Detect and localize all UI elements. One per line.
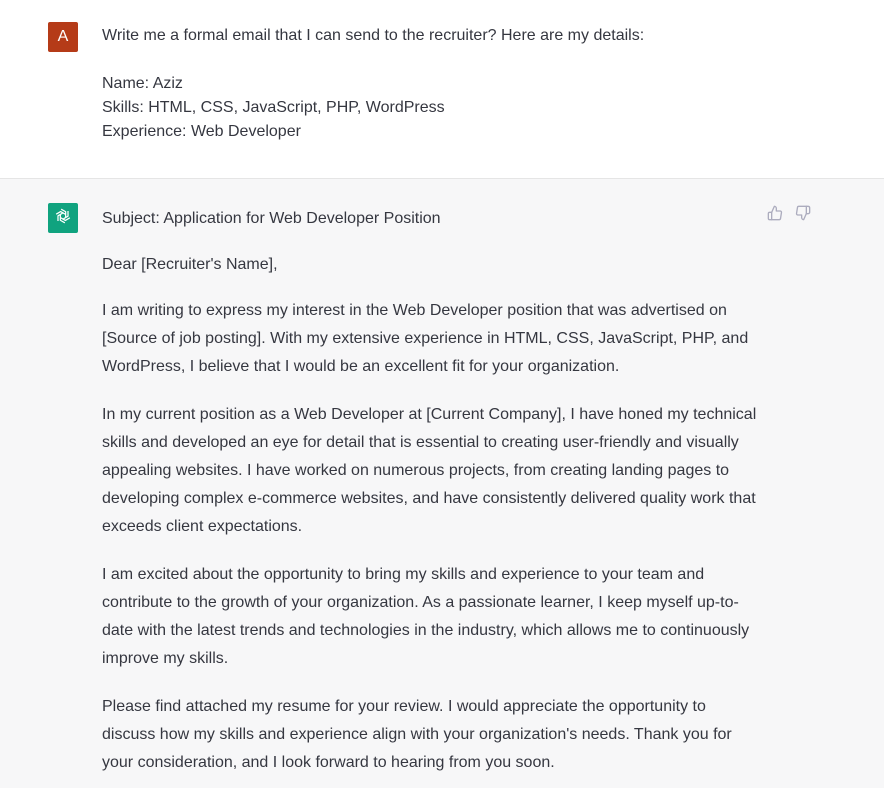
email-paragraph: I am excited about the opportunity to bring my skills and experience to your team and contribute to the growth of your organization. As a passionate learner, I keep myself up-to-date with the latest trends and technologies in the industry, which allows me to continuously improve my skills.: [102, 566, 750, 667]
user-avatar: [48, 22, 78, 52]
thumbs-down-icon: [795, 205, 811, 226]
blank-line: [102, 48, 802, 72]
email-paragraph: I am writing to express my interest in the Web Developer position that was advertised on [Source of job posting]. With my extensive experience in HTML, CSS, JavaScript, PHP, and WordPress, I believe that I would be an excellent fit for your organization.: [102, 302, 749, 375]
email-greeting: Dear [Recruiter's Name],: [102, 256, 278, 273]
user-message-line: Name: Aziz: [102, 75, 183, 92]
user-message-text: [102, 24, 802, 144]
assistant-avatar: [48, 203, 78, 233]
email-paragraph: Please find attached my resume for your review. I would appreciate the opportunity to discuss how my skills and experience align with your organization's needs. Thank you for your consideration, and I look forward to hearing from you soon.: [102, 698, 732, 771]
thumbs-down-button[interactable]: [793, 205, 813, 225]
user-message: [0, 0, 884, 179]
thumbs-up-button[interactable]: [765, 205, 785, 225]
user-message-line: Skills: HTML, CSS, JavaScript, PHP, WordPress: [102, 99, 445, 116]
assistant-reply: [102, 205, 762, 797]
user-message-line: Write me a formal email that I can send to the recruiter? Here are my details:: [102, 27, 645, 44]
user-avatar-letter: A: [57, 28, 69, 45]
email-subject: Subject: Application for Web Developer Position: [102, 210, 441, 227]
user-message-line: Experience: Web Developer: [102, 123, 301, 140]
openai-logo-icon: [53, 206, 73, 231]
email-paragraph: In my current position as a Web Developer at [Current Company], I have honed my technical skills and developed an eye for detail that is essential to creating user-friendly and visually appealing websites. I have worked on numerous projects, from creating landing pages to developing complex e-commerce websites, and have consistently delivered quality work that exceeds client expectations.: [102, 406, 757, 535]
assistant-message: [0, 179, 884, 788]
thumbs-up-icon: [767, 205, 783, 226]
